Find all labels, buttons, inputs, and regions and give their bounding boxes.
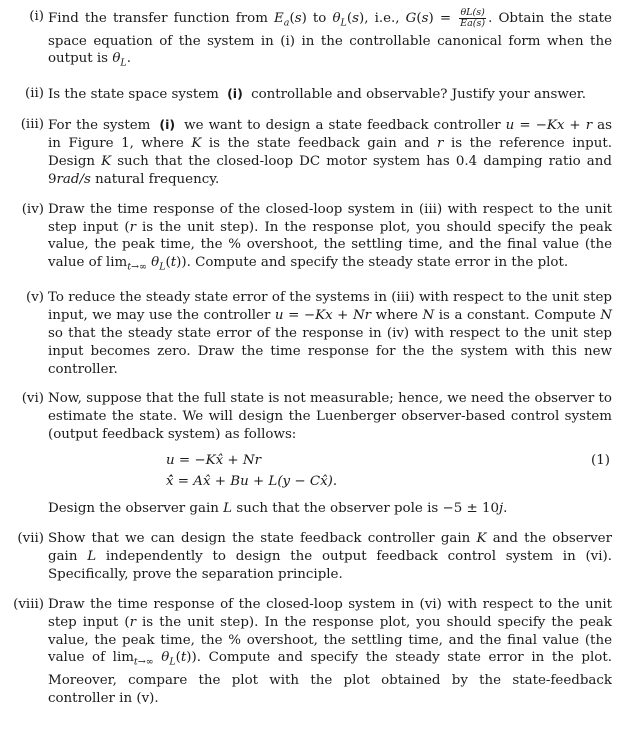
text-run: ( — [416, 11, 422, 26]
math-subscript: L — [169, 657, 176, 669]
math-symbol: K — [476, 531, 487, 547]
fraction-denominator: Ea(s) — [460, 18, 486, 29]
question-number: (vii) — [17, 531, 44, 547]
math-symbol: L — [87, 548, 97, 564]
question-item — [0, 530, 612, 584]
math-symbol: s — [352, 11, 359, 26]
question-text — [48, 596, 612, 708]
text-run: Is the state space system — [48, 87, 224, 103]
question-paragraph — [48, 116, 612, 189]
question-number: (v) — [25, 289, 44, 305]
text-run: as in Figure 1, where — [48, 117, 612, 151]
math-symbol: N — [422, 307, 435, 323]
question-text — [48, 201, 612, 277]
text-run: is the unit step). In the response plot, you should specify the peak value, the peak time, the % overshoot, the settling time, and the final value (the value of lim — [48, 219, 612, 271]
question-text — [48, 530, 612, 584]
math-symbol: r — [129, 219, 136, 235]
text-run: . — [126, 51, 131, 67]
question-paragraph — [48, 390, 612, 444]
text-run: Now, suppose that the full state is not measurable; hence, we need the observer to estimate the state. We will design the Luenberger observer-based control system (output feedback system) as follows: — [48, 391, 612, 443]
math-subscript: a — [283, 17, 290, 29]
math-symbol: N — [600, 307, 613, 323]
text-run: )). Compute and specify the steady state error in the plot. — [176, 255, 569, 271]
question-paragraph — [48, 201, 612, 277]
system-reference-label: (i) — [227, 86, 243, 102]
text-run: such that the closed-loop DC motor system has 0.4 damping ratio and 9 — [48, 153, 612, 187]
question-number: (ii) — [24, 86, 44, 102]
math-symbol: r — [129, 614, 136, 630]
question-followup — [48, 500, 612, 518]
text-run: so that the steady state error of the response in (iv) with respect to the unit step input becomes zero. Draw the time response for the the system with this new controller. — [48, 325, 612, 377]
text-run: is the unit step). In the response plot, you should specify the peak value, the peak time, the % overshoot, the settling time, and the final value (the value of lim — [48, 614, 612, 666]
question-number: (vi) — [21, 391, 44, 407]
math-symbol: θ — [151, 255, 160, 271]
math-symbol: L — [223, 501, 233, 517]
equation-block — [48, 452, 612, 492]
text-run: such that the observer pole is −5 ± 10 — [232, 501, 500, 517]
math-symbol: s — [421, 11, 429, 26]
question-number: (iv) — [21, 201, 44, 217]
math-symbol: s — [294, 11, 302, 26]
equation-control-law: u = −Kx̂ + Nr — [166, 453, 261, 469]
text-run: where — [371, 307, 423, 323]
math-symbol: G — [405, 11, 417, 26]
question-paragraph — [48, 596, 612, 708]
question-text — [48, 116, 612, 189]
text-run: ( — [289, 11, 295, 26]
math-symbol: r — [437, 135, 444, 151]
text-run: = − — [514, 117, 547, 133]
text-run: is the state feedback gain and — [201, 135, 437, 151]
text-run: + — [332, 307, 353, 323]
text-run: is a constant. Compute — [434, 307, 601, 323]
math-subscript: L — [159, 261, 166, 273]
math-subscript: t→∞ — [133, 657, 154, 669]
text-run: we want to design a state feedback controller — [179, 117, 506, 133]
question-paragraph — [48, 530, 612, 584]
text-run: ) to — [301, 11, 333, 26]
math-symbol: u — [274, 307, 284, 323]
question-text — [48, 289, 612, 379]
text-run: Draw the time response of the closed-loop system in (iii) with respect to the unit step input ( — [48, 201, 612, 235]
equation-observer: x̂̇ = Ax̂ + Bu + L(y − Cx̂). — [166, 474, 338, 490]
question-number: (iii) — [20, 116, 44, 132]
question-item — [0, 596, 612, 708]
question-paragraph — [48, 85, 612, 104]
math-symbol: Kx — [315, 307, 333, 323]
math-symbol: θ — [332, 11, 341, 26]
fraction-numerator: θL(s) — [460, 7, 485, 18]
question-item — [0, 8, 612, 73]
text-run: Draw the time response of the closed-loop system in (vi) with respect to the unit step input ( — [48, 596, 612, 630]
math-symbol: u — [505, 117, 515, 133]
math-symbol: t — [170, 255, 177, 271]
question-paragraph — [48, 289, 612, 379]
question-number: (i) — [29, 9, 44, 24]
text-run: For the system — [48, 117, 156, 133]
math-symbol: Nr — [352, 307, 372, 323]
question-paragraph — [48, 8, 612, 73]
math-symbol: θ — [161, 650, 170, 666]
math-symbol: E — [274, 11, 284, 26]
math-symbol: j — [499, 501, 504, 517]
question-text — [48, 85, 612, 104]
text-run: + — [564, 117, 586, 133]
math-symbol: K — [101, 153, 112, 169]
text-run: ( — [175, 650, 181, 666]
math-subscript: t→∞ — [127, 261, 147, 273]
math-symbol: rad/s — [56, 171, 91, 187]
text-run: . — [503, 501, 508, 517]
text-run: independently to design the output feedback control system in (vi). Specifically, prove the separation principle. — [48, 548, 612, 582]
text-run: Design the observer gain — [48, 501, 224, 517]
math-symbol: t — [180, 650, 187, 666]
math-symbol: Kx — [546, 117, 565, 133]
question-item — [0, 390, 612, 518]
question-text — [48, 390, 612, 518]
text-run: To reduce the steady state error of the systems in (iii) with respect to the unit step input, we may use the controller — [48, 289, 612, 323]
question-list — [0, 8, 612, 708]
math-symbol: r — [585, 117, 593, 133]
question-item — [0, 116, 612, 189]
math-subscript: L — [340, 17, 347, 29]
text-run: ), i.e., — [358, 11, 406, 26]
question-item — [0, 201, 612, 277]
question-item — [0, 85, 612, 104]
text-run: controllable and observable? Justify your answer. — [246, 87, 586, 103]
text-run: = − — [283, 307, 316, 323]
text-run: Show that we can design the state feedback controller gain — [48, 531, 477, 547]
text-run: )). Compute and specify the steady state error in the plot. Moreover, compare the plot with the plot obtained by the state-feedback controller in (v). — [48, 650, 612, 706]
text-run: ( — [346, 11, 353, 26]
question-text — [48, 8, 612, 73]
text-run: and the observer gain — [48, 531, 612, 564]
equation-number: (1) — [591, 453, 610, 469]
fraction — [459, 8, 486, 29]
question-number: (viii) — [13, 596, 44, 612]
system-reference-label: (i) — [159, 116, 176, 132]
text-run: is the reference input. Design — [48, 135, 613, 169]
text-run: ( — [165, 255, 171, 271]
text-run: ) = — [428, 11, 458, 26]
text-run: . Obtain the state space equation of the system in (i) in the controllable canonical form when the output is — [48, 11, 612, 67]
question-item — [0, 289, 612, 379]
math-symbol: K — [191, 135, 202, 151]
math-subscript: L — [120, 58, 127, 70]
text-run: Find the transfer function from — [48, 11, 275, 26]
math-symbol: θ — [112, 51, 121, 67]
text-run: natural frequency. — [90, 171, 220, 187]
